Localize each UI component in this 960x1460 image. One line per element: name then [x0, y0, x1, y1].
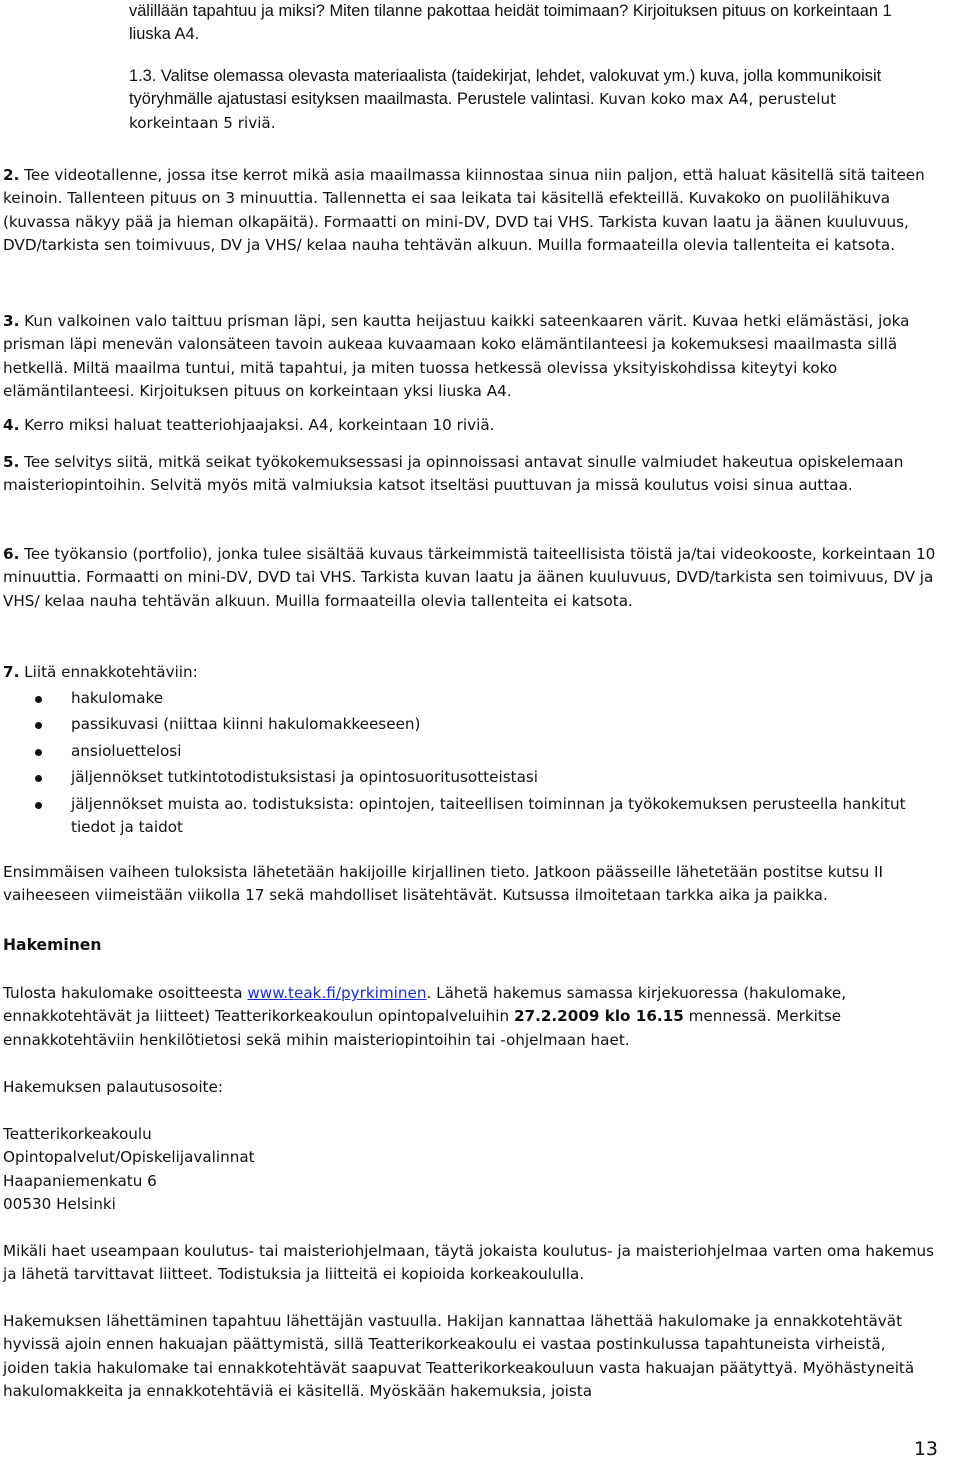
task-2-text: Tee videotallenne, jossa itse kerrot mikä asia maailmassa kiinnostaa sinua niin paljon, että haluat käsitellä sitä taiteen keinoin. Tallenteen pituus on 3 minuuttia. Tallennetta ei saa leikata tai käsitellä efekteillä. Kuvakoko on puolilähikuva (kuvassa näkyy pää ja hieman olkapäitä). Formaatti on mini-DV, DVD tai VHS. Tarkista kuvan laatu ja äänen kuuluvuus, DVD/tarkista sen toimivuus, DV ja VHS/ kelaa nauha tehtävän alkuun. Muilla formaateilla olevia tallenteita ei katsota.	[3, 166, 925, 255]
deadline: 27.2.2009 klo 16.15	[513, 1007, 684, 1026]
list-item: jäljennökset muista ao. todistuksista: opintojen, taiteellisen toiminnan ja työkokemuksen perusteella hankitut tiedot ja taidot	[0, 793, 920, 840]
task-5	[3, 451, 936, 498]
multiple-applications-paragraph: Mikäli haet useampaan koulutus- tai maisteriohjelmaan, täytä jokaista koulutus- ja maisteriohjelmaa varten oma hakemus ja lähetä tarvittavat liitteet. Todistuksia ja liitteitä ei kopioida korkeakoululla.	[3, 1242, 935, 1284]
address-line: Teatterikorkeakoulu	[3, 1125, 152, 1143]
task-3-text: Kun valkoinen valo taittuu prisman läpi, sen kautta heijastuu kaikki sateenkaaren värit. Kuvaa hetki elämästäsi, joka prisman läpi menevän valonsäteen tavoin aukeaa kuvaamaan koko elämäntilanteesi ja kokemuksesi maailmasta sillä hetkellä. Miltä maailma tuntui, mitä tapahtui, ja miten tuossa hetkessä olevissa yksityiskohdissa kiteytyi koko elämäntilanteesi. Kirjoituksen pituus on korkeintaan yksi liuska A4.	[3, 312, 910, 401]
task-2	[3, 164, 936, 258]
bullet-icon	[35, 722, 42, 729]
bullet-icon	[35, 775, 42, 782]
paragraph-1-3-size: Kuvan koko max A4, perustelut korkeintaan 5 riviä.	[129, 90, 837, 132]
address-line: 00530 Helsinki	[3, 1195, 116, 1214]
attachment-list	[0, 687, 920, 839]
bullet-icon	[35, 696, 42, 703]
return-address-label: Hakemuksen palautusosoite:	[3, 1078, 223, 1096]
page-number: 13	[913, 1438, 938, 1460]
task-6-text: Tee työkansio (portfolio), jonka tulee sisältää kuvaus tärkeimmistä taiteellisista töistä ja/tai videokooste, korkeintaan 10 minuuttia. Formaatti on mini-DV, DVD tai VHS. Tarkista kuvan laatu ja äänen kuuluvuus, DVD/tarkista sen toimivuus, DV ja VHS/ kelaa nauha tehtävän alkuun. Muilla formaateilla olevia tallenteita ei katsota.	[3, 545, 936, 610]
return-address	[3, 1123, 936, 1217]
application-paragraph: Tulosta hakulomake osoitteesta www.teak.fi/pyrkiminen. Lähetä hakemus samassa kirjekuoressa (hakulomake, ennakkotehtävät ja liitteet) Teatterikorkeakoulun opintopalveluihin 27.2.2009 klo 16.15 mennessä. Merkitse ennakkotehtäviin henkilötietosi sekä mihin maisteriopintoihin tai -ohjelmaan haet.	[3, 984, 847, 1049]
task-3	[3, 310, 936, 404]
task-4	[3, 414, 936, 437]
task-7-text: Liitä ennakkotehtäviin:	[24, 663, 198, 681]
task-3-number: 3.	[3, 312, 20, 330]
address-line: Opintopalvelut/Opiskelijavalinnat	[3, 1148, 255, 1167]
task-7-number: 7.	[3, 663, 20, 681]
list-item: passikuvasi (niittaa kiinni hakulomakkeeseen)	[0, 713, 920, 736]
task-5-text: Tee selvitys siitä, mitkä seikat työkokemuksessasi ja opinnoissasi antavat sinulle valmiudet hakeutua opiskelemaan maisteriopintoihin. Selvitä myös mitä valmiuksia katsot itseltäsi puuttuvan ja missä koulutus voisi sinua auttaa.	[3, 453, 904, 495]
task-7	[3, 661, 936, 684]
task-6	[3, 543, 936, 613]
task-6-number: 6.	[3, 545, 20, 563]
task-2-number: 2.	[3, 166, 20, 184]
section-heading-hakeminen: Hakeminen	[3, 936, 102, 954]
address-line: Haapaniemenkatu 6	[3, 1171, 157, 1190]
task-4-text: Kerro miksi haluat teatteriohjaajaksi. A4, korkeintaan 10 riviä.	[24, 416, 495, 434]
paragraph-1-3-main: 1.3. Valitse olemassa olevasta materiaalista (taidekirjat, lehdet, valokuvat ym.) kuva, jolla kommunikoisit työryhmälle ajatustasi esityksen maailmasta. Perustele valintasi.	[129, 67, 882, 109]
liability-paragraph: Hakemuksen lähettäminen tapahtuu lähettäjän vastuulla. Hakijan kannattaa lähettää hakulomake ja ennakkotehtävät hyvissä ajoin ennen hakuajan päättymistä, sillä Teatterikorkeakoulu ei vastaa postinkulussa tapahtuneista virheistä, joiden takia hakulomake tai ennakkotehtävät saapuvat Teatterikorkeakouluun vasta hakuajan päätyttyä. Myöhästyneitä hakulomakkeita ja ennakkotehtäviä ei käsitellä. Myöskään hakemuksia, joista	[3, 1312, 915, 1401]
list-item: hakulomake	[0, 687, 920, 710]
bullet-icon	[35, 802, 42, 809]
list-item: ansioluettelosi	[0, 740, 920, 763]
results-paragraph: Ensimmäisen vaiheen tuloksista lähetetään hakijoille kirjallinen tieto. Jatkoon päässeille lähetetään postitse kutsu II vaiheeseen viimeistään viikolla 17 sekä mahdolliset lisätehtävät. Kutsussa ilmoitetaan tarkka aika ja paikka.	[3, 863, 883, 905]
task-5-number: 5.	[3, 453, 20, 471]
bullet-icon	[35, 749, 42, 756]
paragraph-1-3	[129, 65, 920, 135]
application-form-link[interactable]: www.teak.fi/pyrkiminen	[247, 984, 427, 1002]
list-item: jäljennökset tutkintotodistuksistasi ja opintosuoritusotteistasi	[0, 766, 920, 789]
paragraph-1-1-continuation: välillään tapahtuu ja miksi? Miten tilanne pakottaa heidät toimimaan? Kirjoituksen pituus on korkeintaan 1 liuska A4.	[129, 2, 892, 44]
task-4-number: 4.	[3, 416, 20, 434]
